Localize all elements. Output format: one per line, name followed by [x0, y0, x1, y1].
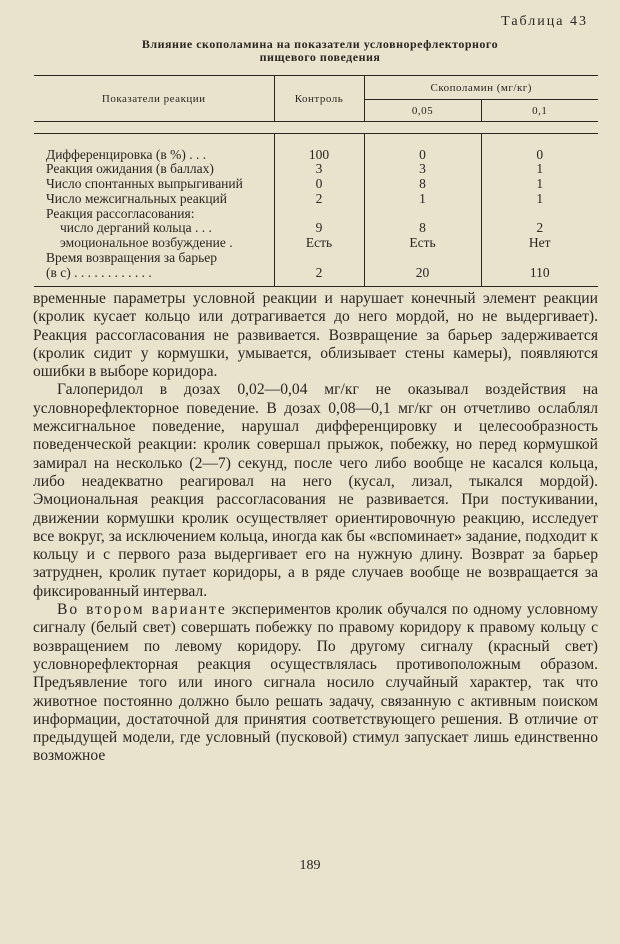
cell-dose-1: [364, 207, 481, 222]
paragraph-2: Галоперидол в дозах 0,02—0,04 мг/кг не оказывал воздействия на условнорефлекторное поведение. В дозах 0,08—0,1 мг/кг он отчетливо ослаблял межсигнальное поведение, нарушал дифференцировку и целесообразность поведенческой реакции: кролик совершал прыжок, побежку, но перед кормушкой замирал на несколько (2—7) секунд, после чего либо вообще не касался кольца, либо неадекватно реагировал на него (кусал, лизал, тыкался мордой). Эмоциональная реакция рассогласования не развивается. При постукивании, движении кормушки кролик осуществляет ориентировочную реакцию, исследует все вокруг, за исключением кольца, иногда как бы «вспоминает» задание, подходит к кольцу и с первого раза выдергивает его на нужную длину. Возврат за барьер затруднен, кролик путает коридоры, а в ряде случаев вообще не возвращается за фиксированный интервал.: [33, 381, 598, 600]
cell-dose-2: [481, 207, 598, 222]
cell-control: Есть: [274, 236, 364, 251]
table-row: [34, 148, 598, 163]
paragraph-3-emphasis: Во втором варианте: [57, 601, 227, 619]
row-label: Реакция ожидания (в баллах): [46, 161, 214, 177]
cell-dose-1: 8: [364, 177, 481, 192]
row-label: Дифференцировка (в %) . . .: [46, 146, 207, 162]
cell-control: 9: [274, 221, 364, 236]
row-label: Время возвращения за барьер: [46, 250, 217, 266]
header-scopolamine: Скополамин (мг/кг): [364, 76, 598, 100]
cell-control: 2: [274, 192, 364, 207]
cell-control: [274, 207, 364, 222]
row-label: Реакция рассогласования:: [46, 205, 195, 221]
cell-dose-2: 0: [481, 148, 598, 163]
cell-dose-2: 1: [481, 162, 598, 177]
cell-dose-1: 8: [364, 221, 481, 236]
cell-dose-1: 0: [364, 148, 481, 163]
cell-dose-2: 2: [481, 221, 598, 236]
page-number: 189: [299, 858, 321, 873]
cell-control: 100: [274, 148, 364, 163]
cell-dose-1: Есть: [364, 236, 481, 251]
cell-control: 0: [274, 177, 364, 192]
table-title-line-1: Влияние скополамина на показатели условнорефлекторного: [141, 37, 499, 51]
table-row: [34, 266, 598, 281]
cell-dose-1: 20: [364, 266, 481, 281]
cell-dose-2: 110: [481, 266, 598, 281]
data-table: [34, 75, 598, 287]
table-label: Таблица 43: [501, 14, 588, 29]
cell-dose-2: 1: [481, 177, 598, 192]
body-text: [33, 290, 598, 766]
cell-dose-2: 1: [481, 192, 598, 207]
header-dose-2: 0,1: [481, 100, 598, 122]
row-label: Число межсигнальных реакций: [46, 190, 228, 206]
table-row: [34, 221, 598, 236]
row-label: (в с) . . . . . . . . . . . .: [46, 264, 152, 280]
cell-dose-1: [364, 251, 481, 266]
table-row: [34, 162, 598, 177]
cell-dose-1: 1: [364, 192, 481, 207]
row-label: число дерганий кольца . . .: [60, 220, 212, 236]
cell-control: [274, 251, 364, 266]
header-indicators: Показатели реакции: [34, 76, 274, 122]
table-title-line-2: пищевого поведения: [259, 50, 381, 64]
cell-control: 2: [274, 266, 364, 281]
paragraph-3-text: экспериментов кролик обучался по одному условному сигналу (белый свет) совершать побежку по правому коридору к правому кольцу с возвращением по левому коридору. По другому сигналу (красный свет) условнорефлекторная реакция осуществлялась противоположным образом. Предъявление того или иного сигнала носило случайный характер, так что животное постоянно должно было решать задачу, связанную с активным поиском информации, достаточной для принятия соответствующего решения. В отличие от предыдущей модели, где условный (пусковой) стимул запускает лишь единственно возможное: [33, 601, 598, 765]
table-row: [34, 251, 598, 266]
header-control: Контроль: [274, 76, 364, 122]
table-row: [34, 236, 598, 251]
row-label: Число спонтанных выпрыгиваний: [46, 176, 243, 192]
table-row: [34, 177, 598, 192]
cell-dose-2: [481, 251, 598, 266]
header-dose-1: 0,05: [364, 100, 481, 122]
table-row: [34, 207, 598, 222]
table-row: [34, 192, 598, 207]
paragraph-1: временные параметры условной реакции и нарушает конечный элемент реакции (кролик кусает кольцо или дотрагивается до него мордой, но не выдергивает). Реакция рассогласования не развивается. Возвращение за барьер задерживается (кролик сидит у кормушки, умывается, облизывает стены камеры), появляются ошибки в выборе коридора.: [33, 290, 598, 381]
cell-dose-1: 3: [364, 162, 481, 177]
cell-control: 3: [274, 162, 364, 177]
table-title: [40, 38, 600, 64]
row-label: эмоциональное возбуждение .: [60, 235, 233, 251]
paragraph-3: [33, 601, 598, 766]
cell-dose-2: Нет: [481, 236, 598, 251]
